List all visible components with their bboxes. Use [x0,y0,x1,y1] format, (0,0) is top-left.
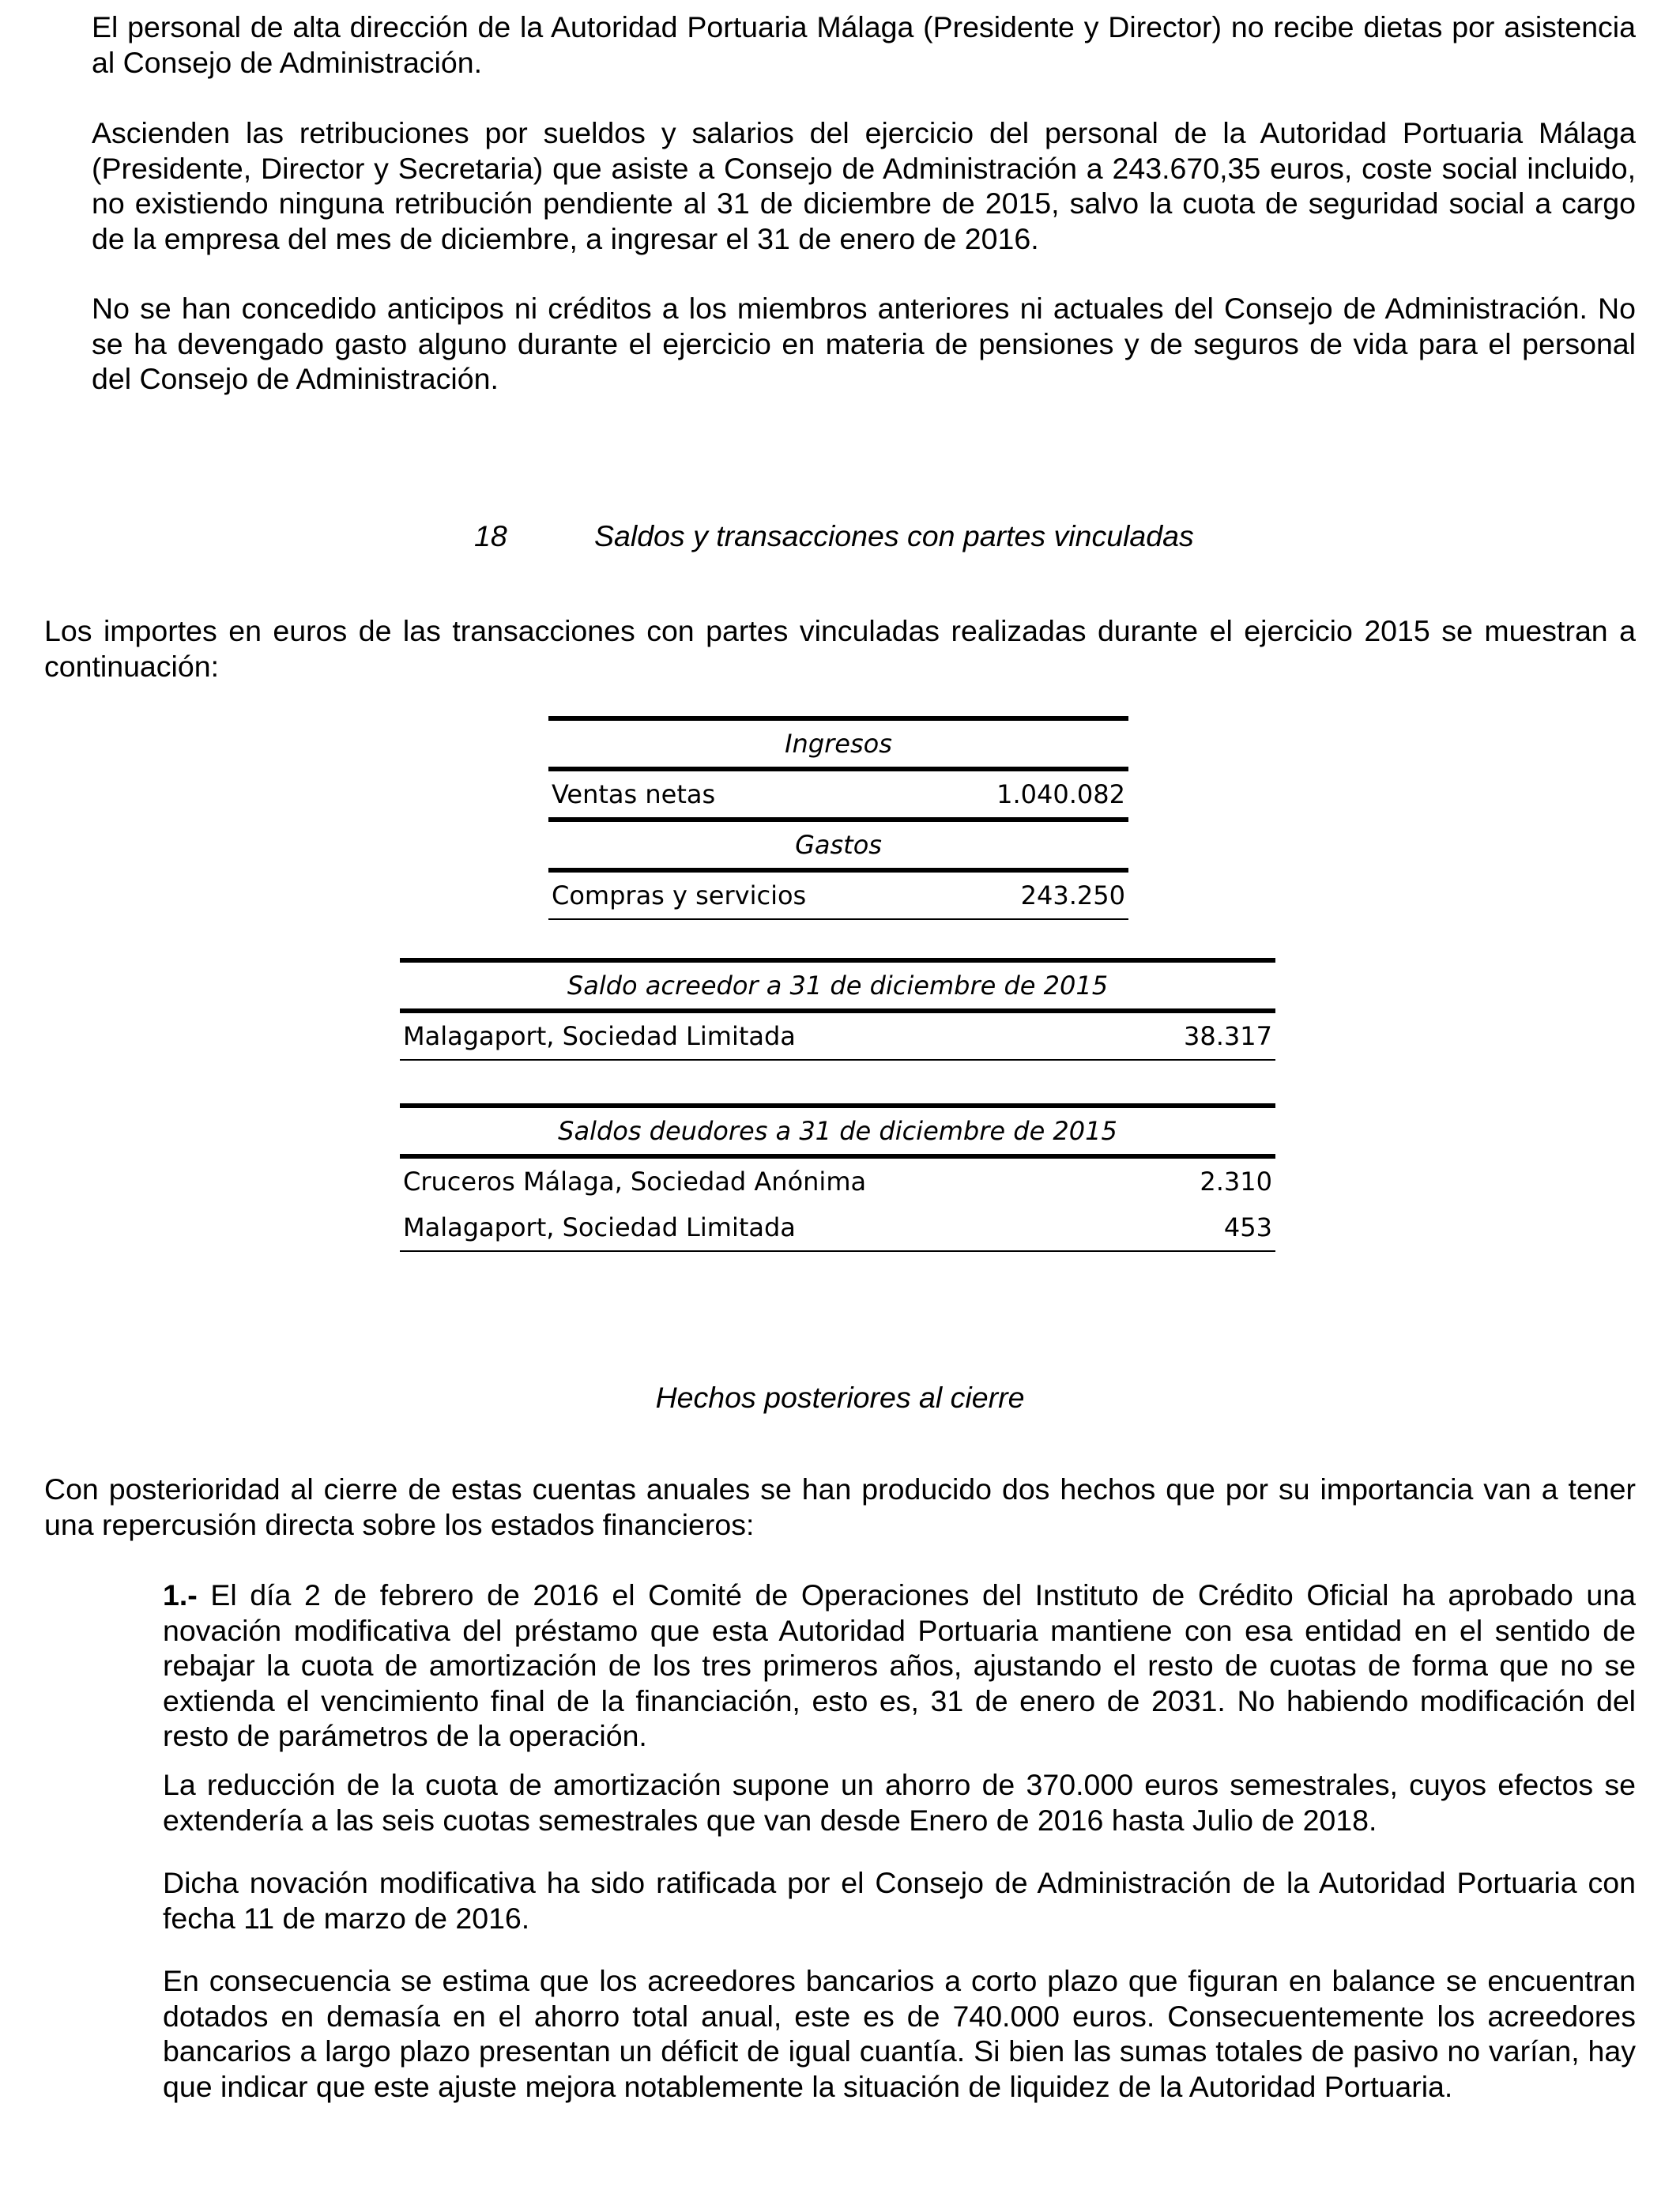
row-value: 38.317 [1184,1021,1272,1051]
row-value: 2.310 [1200,1167,1272,1197]
table-row [400,1204,1275,1250]
debtor-header: Saldos deudores a 31 de diciembre de 2015 [558,1116,1117,1146]
paragraph-salaries: Ascienden las retribuciones por sueldos y salarios del ejercicio del personal de la Autoridad Portuaria Málaga (Presidente, Director y Secretaria) que asiste a Consejo de Administración a 243.670,35 euros, coste social incluido, no existiendo ninguna retribución pendiente al 31 de diciembre de 2015, salvo la cuota de seguridad social a cargo de la empresa del mes de diciembre, a ingresar el 31 de enero de 2016. [92,116,1636,255]
section-number: 18 [474,519,507,552]
item-number: 1.- [163,1578,198,1612]
transactions-table [548,716,1128,920]
paragraph-amortization-savings: La reducción de la cuota de amortización supone un ahorro de 370.000 euros semestrales, cuyos efectos se extendería a las seis cuotas semestrales que van desde Enero de 2016 hasta Julio de 2018. [163,1768,1636,1837]
table-rule [400,1250,1275,1252]
table-rule [548,918,1128,920]
paragraph-related-parties-intro: Los importes en euros de las transacciones con partes vinculadas realizadas durante el ejercicio 2015 se muestran a continuación: [44,614,1636,683]
table-row [548,771,1128,817]
row-value: 453 [1223,1212,1272,1242]
paragraph-consequences: En consecuencia se estima que los acreedores bancarios a corto plazo que figuran en balance se encuentran dotados en demasía en el ahorro total anual, este es de 740.000 euros. Consecuentemente los acreedores bancarios a largo plazo presentan un déficit de igual cuantía. Si bien las sumas totales de pasivo no varían, hay que indicar que este ajuste mejora notablemente la situación de liquidez de la Autoridad Portuaria. [163,1964,1636,2103]
income-header: Ingresos [785,729,892,759]
row-label: Malagaport, Sociedad Limitada [403,1021,796,1051]
row-value: 243.250 [1020,880,1125,910]
row-label: Ventas netas [552,779,716,809]
creditor-balance-table [400,958,1275,1061]
section-title: Saldos y transacciones con partes vinculadas [594,519,1194,552]
table-row [400,1159,1275,1204]
paragraph-item-1 [163,1578,1636,1754]
creditor-header: Saldo acreedor a 31 de diciembre de 2015 [567,971,1109,1001]
paragraph-subsequent-intro: Con posterioridad al cierre de estas cuentas anuales se han producido dos hechos que por su importancia van a tener una repercusión directa sobre los estados financieros: [44,1472,1636,1541]
table-row [400,1013,1275,1059]
expense-header: Gastos [795,830,882,860]
row-label: Malagaport, Sociedad Limitada [403,1212,796,1242]
item-text: El día 2 de febrero de 2016 el Comité de Operaciones del Instituto de Crédito Oficial ha aprobado una novación modificativa del préstamo que esta Autoridad Portuaria mantiene con esa entidad en el sentido de rebajar la cuota de amortización de los tres primeros años, ajustando el resto de cuotas de forma que no se extienda el vencimiento final de la financiación, esto es, 31 de enero de 2031. No habiendo modificación del resto de parámetros de la operación. [163,1578,1636,1752]
paragraph-advances-pensions: No se han concedido anticipos ni créditos a los miembros anteriores ni actuales del Consejo de Administración. No se ha devengado gasto alguno durante el ejercicio en materia de pensiones y de seguros de vida para el personal del Consejo de Administración. [92,292,1636,395]
row-label: Compras y servicios [552,880,807,910]
row-label: Cruceros Málaga, Sociedad Anónima [403,1167,867,1197]
paragraph-ratification: Dicha novación modificativa ha sido ratificada por el Consejo de Administración de la Autoridad Portuaria con fecha 11 de marzo de 2016. [163,1866,1636,1935]
paragraph-board-allowances: El personal de alta dirección de la Autoridad Portuaria Málaga (Presidente y Director) no recibe dietas por asistencia al Consejo de Administración. [92,10,1636,79]
subsequent-events-title: Hechos posteriores al cierre [655,1381,1025,1414]
row-value: 1.040.082 [996,779,1125,809]
debtor-balance-table [400,1103,1275,1252]
table-row [548,873,1128,918]
table-rule [400,1059,1275,1061]
